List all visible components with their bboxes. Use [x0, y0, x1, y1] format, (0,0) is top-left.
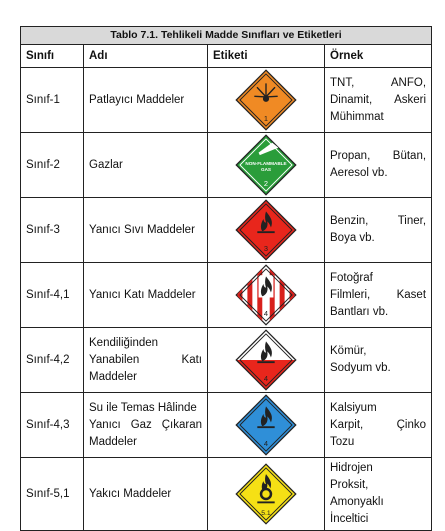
explosive-1-label-icon: [235, 69, 297, 131]
flammable-liquid-label-icon: [235, 199, 297, 261]
name-cell: Kendiliğinden Yanabilen Katı Maddeler: [84, 328, 208, 393]
label-cell: [208, 393, 325, 458]
example-cell: Fotoğraf Filmleri, Kaset Bantları vb.: [325, 263, 432, 328]
name-cell: Yanıcı Sıvı Maddeler: [84, 198, 208, 263]
oxidizer-label-icon: [235, 463, 297, 525]
dangerous-when-wet-label-icon: [235, 394, 297, 456]
label-cell: [208, 68, 325, 133]
flammable-solid-label-icon: [235, 264, 297, 326]
svg-text:4: 4: [263, 374, 269, 384]
svg-text:4: 4: [263, 439, 269, 449]
class-cell: Sınıf-1: [21, 68, 84, 133]
non-flammable-gas-label-icon: [235, 134, 297, 196]
spontaneously-combustible-label-icon: [235, 329, 297, 391]
table-row: [21, 68, 432, 133]
example-cell: Kalsiyum Karpit, Çinko Tozu: [325, 393, 432, 458]
header-class: Sınıfı: [21, 45, 84, 68]
table-row: [21, 393, 432, 458]
svg-text:2: 2: [263, 179, 269, 189]
header-example: Örnek: [325, 45, 432, 68]
class-cell: Sınıf-5,1: [21, 458, 84, 531]
example-cell: Propan, Bütan, Aeresol vb.: [325, 133, 432, 198]
class-cell: Sınıf-4,3: [21, 393, 84, 458]
hazard-class-table: [20, 26, 432, 531]
svg-text:3: 3: [263, 244, 269, 254]
example-cell: Kömür, Sodyum vb.: [325, 328, 432, 393]
header-label: Etiketi: [208, 45, 325, 68]
svg-text:5.1: 5.1: [261, 510, 271, 518]
class-cell: Sınıf-3: [21, 198, 84, 263]
label-cell: [208, 458, 325, 531]
label-cell: [208, 328, 325, 393]
header-name: Adı: [84, 45, 208, 68]
name-cell: Su ile Temas Hâlinde Yanıcı Gaz Çıkaran Maddeler: [84, 393, 208, 458]
label-cell: [208, 198, 325, 263]
example-cell: Benzin, Tiner, Boya vb.: [325, 198, 432, 263]
name-cell: Yanıcı Katı Maddeler: [84, 263, 208, 328]
table-row: [21, 263, 432, 328]
name-cell: Gazlar: [84, 133, 208, 198]
class-cell: Sınıf-4,2: [21, 328, 84, 393]
example-cell: TNT, ANFO, Dinamit, Askeri Mühimmat: [325, 68, 432, 133]
label-cell: [208, 263, 325, 328]
svg-text:4: 4: [263, 309, 269, 319]
table-row: [21, 133, 432, 198]
label-cell: [208, 133, 325, 198]
table-row: [21, 328, 432, 393]
svg-text:NON-FLAMMABLE: NON-FLAMMABLE: [245, 161, 287, 166]
cropped-header-text: [0, 0, 445, 22]
name-cell: Patlayıcı Maddeler: [84, 68, 208, 133]
header-row: [21, 45, 432, 68]
svg-text:1: 1: [263, 114, 269, 124]
example-cell: Hidrojen Proksit, Amonyaklı İnceltici: [325, 458, 432, 531]
svg-text:GAS: GAS: [260, 167, 272, 173]
class-cell: Sınıf-2: [21, 133, 84, 198]
class-cell: Sınıf-4,1: [21, 263, 84, 328]
table-row: [21, 458, 432, 531]
table-caption: Tablo 7.1. Tehlikeli Madde Sınıfları ve Etiketleri: [21, 27, 432, 45]
name-cell: Yakıcı Maddeler: [84, 458, 208, 531]
table-row: [21, 198, 432, 263]
